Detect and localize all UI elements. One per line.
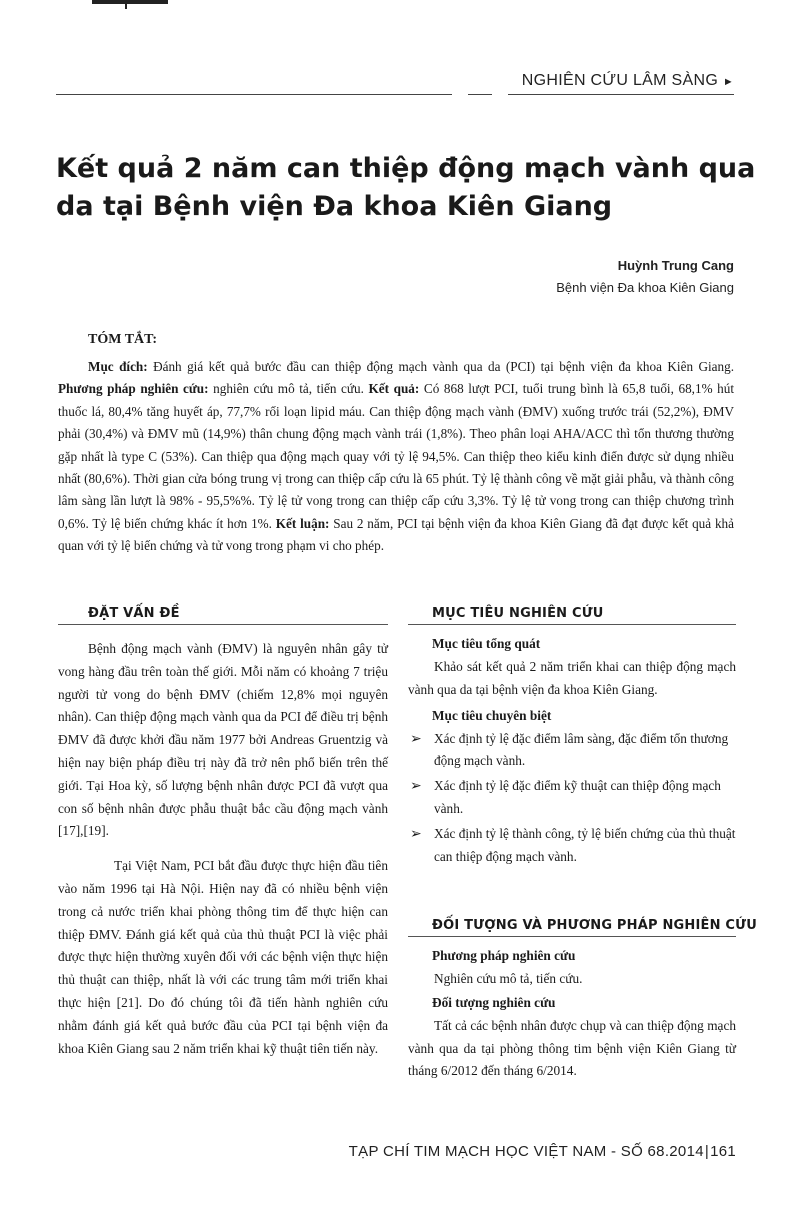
arrow-bullet-icon: ➢	[410, 825, 422, 842]
list-item	[408, 775, 736, 821]
list-item-text: Xác định tỷ lệ đặc điểm kỹ thuật can thiệp động mạch vành.	[434, 778, 721, 816]
abstract-purpose-label: Mục đích:	[88, 359, 148, 374]
footer-separator: |	[704, 1143, 710, 1160]
arrow-bullet-icon: ➢	[410, 730, 422, 747]
methods-section	[408, 948, 736, 1083]
heading-rule-objectives	[408, 624, 736, 625]
abstract-conclusion-text: Sau 2 năm, PCI tại bệnh viện đa khoa Kiên Giang đã đạt được kết quả khả quan với tỷ lệ biến chứng và tử vong trong phạm vi cho phép.	[58, 515, 734, 554]
abstract-results-text: Có 868 lượt PCI, tuổi trung bình là 65,8 tuổi, 68,1% hút thuốc lá, 80,4% tăng huyết áp, 77,7% rối loạn lipid máu. Can thiệp động mạch vành (ĐMV) xuống trước trái (52,2%), ĐMV phải (30,4%) và ĐMV mũ (14,9%) thân chung động mạch vành trái (1,8%). Theo phân loại AHA/ACC thì tổn thương thường gặp nhất là type C (53%). Can thiệp qua động mạch quay với tỷ lệ 94,5%. Can thiệp theo kiểu kinh điển được sử dụng nhiều nhất (80,6%). Thời gian cửa bóng trung vị trong can thiệp cấp cứu là 65 phút. Tỷ lệ thành công về mặt giải phẫu, và thành công lâm sàng lần lượt là 98% - 95,5%%. Tỷ lệ tử vong trong can thiệp cấp cứu 3,3%. Tỷ lệ tử vong trong can thiệp chương trình 0,6%. Tỷ lệ biến chứng khác ít hơn 1%.	[58, 381, 735, 531]
abstract-method-label: Phương pháp nghiên cứu:	[58, 381, 209, 397]
list-item-text: Xác định tỷ lệ đặc điểm lâm sàng, đặc điểm tổn thương động mạch vành.	[434, 730, 729, 769]
abstract-method-text: nghiên cứu mô tả, tiến cứu.	[208, 381, 369, 397]
specific-objectives-list	[408, 728, 736, 869]
objectives-section	[408, 636, 736, 870]
list-item	[408, 823, 736, 869]
abstract-body	[58, 356, 734, 558]
header-rule-left	[56, 94, 452, 95]
author-affiliation: Bệnh viện Đa khoa Kiên Giang	[556, 280, 734, 295]
introduction-paragraph-2: Tại Việt Nam, PCI bắt đầu được thực hiện đầu tiên vào năm 1996 tại Hà Nội. Hiện nay đã có nhiều bệnh viện trong cả nước triển khai phòng thông tim để thực hiện can thiệp ĐMV. Đánh giá kết quả của thủ thuật PCI là việc phải được thực hiện thường xuyên đối với các bệnh viện thực hiện thủ thuật can thiệp, nhất là với các trung tâm mới triển khai thực hiện [21]. Do đó chúng tôi đã tiến hành nghiên cứu nhằm đánh giá kết quả bước đầu của PCI tại bệnh viện đa khoa Kiên Giang sau 2 năm triển khai kỹ thuật tiên tiến này.	[58, 858, 388, 1056]
abstract-conclusion-label: Kết luận:	[275, 515, 330, 531]
arrow-bullet-icon: ➢	[410, 778, 422, 795]
subjects-label: Đối tượng nghiên cứu	[432, 994, 556, 1010]
list-item	[408, 728, 736, 774]
heading-methods: ĐỐI TƯỢNG VÀ PHƯƠNG PHÁP NGHIÊN CỨU	[432, 918, 757, 933]
heading-introduction: ĐẶT VẤN ĐỀ	[88, 606, 180, 621]
header-rule-dash	[468, 94, 492, 95]
header-rule-right	[508, 94, 734, 95]
abstract-purpose-text: Đánh giá kết quả bước đầu can thiệp động mạch vành qua da (PCI) tại bệnh viện đa khoa Kiên Giang.	[147, 359, 734, 374]
introduction-paragraph-1: Bệnh động mạch vành (ĐMV) là nguyên nhân gây tử vong hàng đầu trên toàn thế giới. Mỗi năm có khoảng 7 triệu người tử vong do bệnh ĐMV (chiếm 12,8% mọi nguyên nhân). Can thiệp động mạch vành qua da PCI để điều trị bệnh ĐMV đã được khởi đầu năm 1977 bởi Andreas Gruentzig và hiện nay biện pháp điều trị này đã trở nên phổ biến trên thế giới. Tại Hoa kỳ, số lượng bệnh nhân được PCI đã vượt qua con số bệnh nhân được phẫu thuật bắc cầu động mạch vành [17],[19].	[58, 641, 388, 839]
list-item-text: Xác định tỷ lệ thành công, tỷ lệ biến chứng của thủ thuật can thiệp động mạch vành.	[434, 825, 736, 864]
journal-name: TẠP CHÍ TIM MẠCH HỌC VIỆT NAM - SỐ 68.2014	[348, 1143, 704, 1160]
abstract-label: TÓM TẮT:	[88, 332, 158, 347]
method-text: Nghiên cứu mô tả, tiến cứu.	[434, 971, 583, 986]
section-header	[522, 72, 734, 90]
abstract-results-label: Kết quả:	[368, 381, 420, 397]
subjects-text: Tất cả các bệnh nhân được chụp và can thiệp động mạch vành qua da tại phòng thông tim bệnh viện Kiên Giang từ tháng 6/2012 đến tháng 6/2014.	[408, 1017, 736, 1079]
page-footer	[349, 1143, 736, 1160]
general-objective-label: Mục tiêu tổng quát	[432, 636, 541, 651]
introduction-section	[58, 638, 388, 1060]
heading-rule-methods	[408, 936, 736, 937]
section-header-text: NGHIÊN CỨU LÂM SÀNG	[521, 72, 719, 89]
specific-objectives-label: Mục tiêu chuyên biệt	[432, 707, 552, 723]
heading-rule-introduction	[58, 624, 388, 625]
header-arrow-icon: ►	[722, 76, 734, 88]
top-edge-tick	[125, 0, 127, 9]
method-label: Phương pháp nghiên cứu	[432, 948, 576, 963]
top-edge-mark	[92, 0, 168, 4]
author-name: Huỳnh Trung Cang	[617, 258, 734, 273]
general-objective-text: Khảo sát kết quả 2 năm triển khai can thiệp động mạch vành qua da tại bệnh viện đa khoa Kiên Giang.	[408, 659, 736, 697]
article-title: Kết quả 2 năm can thiệp động mạch vành qua da tại Bệnh viện Đa khoa Kiên Giang	[56, 153, 756, 222]
heading-objectives: MỤC TIÊU NGHIÊN CỨU	[432, 606, 604, 621]
page-number: 161	[710, 1143, 736, 1160]
